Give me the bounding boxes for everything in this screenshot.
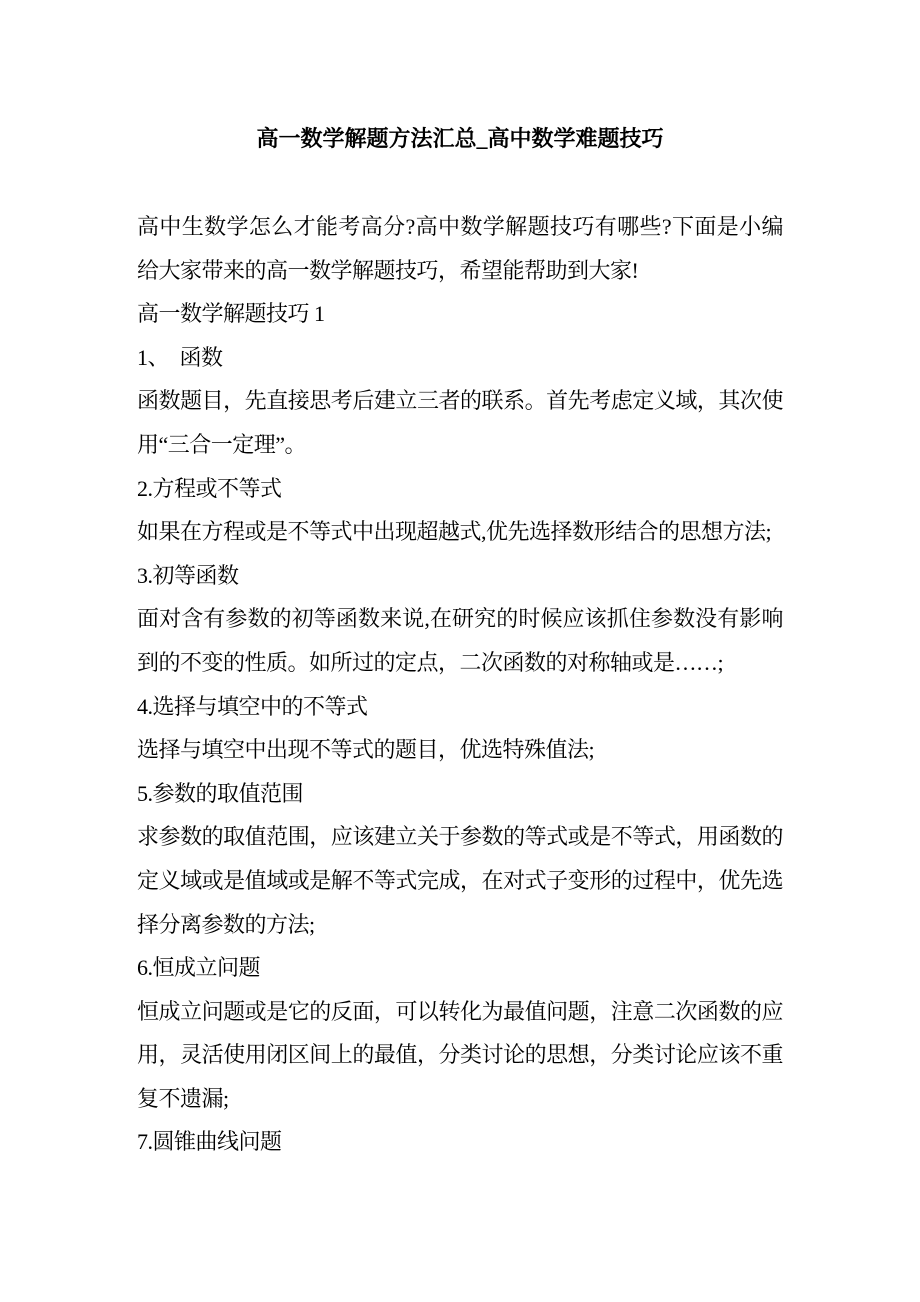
- text-line: 2.方程或不等式: [137, 475, 282, 501]
- text-line: 7.圆锥曲线问题: [137, 1129, 282, 1155]
- text-line: 高一数学解题技巧 1: [137, 301, 325, 327]
- text-line: 高中生数学怎么才能考高分?高中数学解题技巧有哪些?下面是小编: [137, 214, 783, 239]
- text-line: 3.初等函数: [137, 562, 239, 588]
- text-line: 5.参数的取值范围: [137, 780, 304, 806]
- text-line: 面对含有参数的初等函数来说,在研究的时候应该抓住参数没有影响: [137, 606, 783, 632]
- text-line: 用“三合一定理”。: [137, 431, 307, 457]
- document-body: [137, 205, 783, 1164]
- text-line: 给大家带来的高一数学解题技巧，希望能帮助到大家!: [137, 257, 639, 283]
- text-line: 复不遗漏;: [137, 1085, 229, 1111]
- text-line: 到的不变的性质。如所过的定点，二次函数的对称轴或是……;: [137, 649, 724, 675]
- text-line: 用，灵活使用闭区间上的最值，分类讨论的思想，分类讨论应该不重: [137, 1042, 783, 1068]
- text-line: 6.恒成立问题: [137, 955, 261, 981]
- text-line: 4.选择与填空中的不等式: [137, 693, 368, 719]
- document-title: 高一数学解题方法汇总_高中数学难题技巧: [256, 126, 664, 151]
- text-line: 函数题目，先直接思考后建立三者的联系。首先考虑定义域，其次使: [137, 388, 783, 414]
- text-line: 恒成立问题或是它的反面，可以转化为最值问题，注意二次函数的应: [137, 998, 783, 1024]
- text-line: 求参数的取值范围，应该建立关于参数的等式或是不等式，用函数的: [137, 824, 783, 850]
- text-line: 如果在方程或是不等式中出现超越式,优先选择数形结合的思想方法;: [137, 519, 772, 545]
- text-line: 1、 函数: [137, 344, 223, 370]
- text-line: 择分离参数的方法;: [137, 911, 315, 937]
- text-line: 定义域或是值域或是解不等式完成，在对式子变形的过程中，优先选: [137, 867, 783, 893]
- text-line: 选择与填空中出现不等式的题目，优选特殊值法;: [137, 737, 595, 763]
